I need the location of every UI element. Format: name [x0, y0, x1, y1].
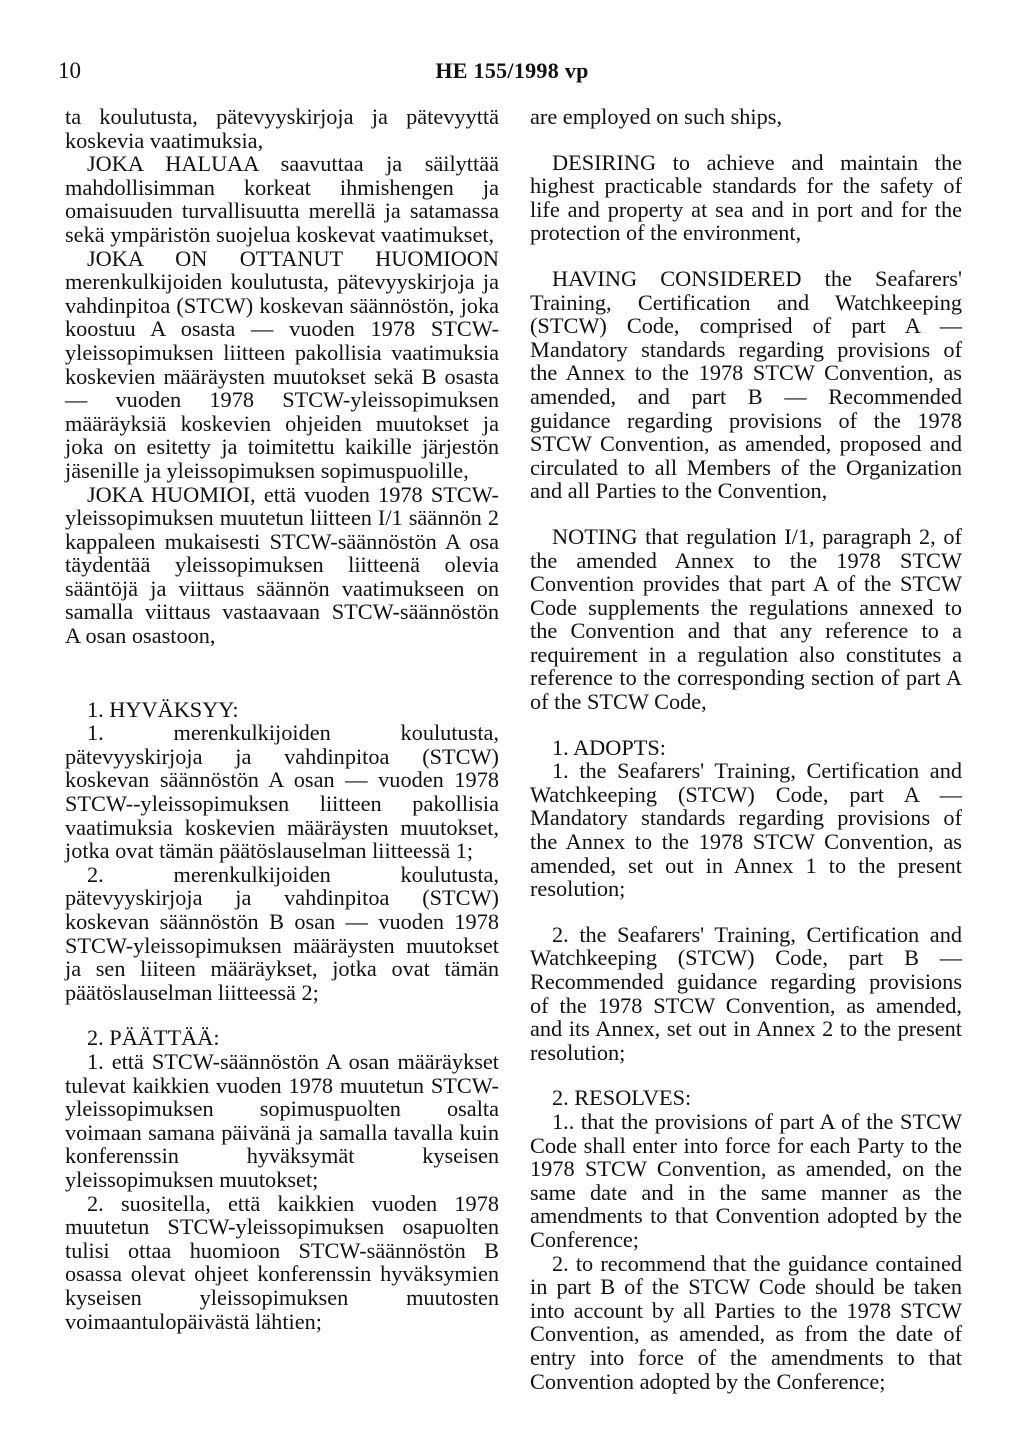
right-paragraph-2: DESIRING to achieve and maintain the highest practicable standards for the safety of life and property at sea and in port and for the protection of the environment,: [530, 149, 962, 246]
right-paragraph-1: are employed on such ships,: [530, 104, 783, 129]
left-resolves-item-1: 1. että STCW-säännöstön A osan määräykset tulevat kaikkien vuoden 1978 muutetun STCW-yleissopimuksen sopimuspuolten osalta voimaan samana päivänä ja samalla tavalla kuin konferenssin hyväksymät kyseisen yleissopimuksen muutokset;: [65, 1048, 499, 1192]
right-adopts-item-2: 2. the Seafarers' Training, Certification and Watchkeeping (STCW) Code, part B — Recommended guidance regarding provisions of the 1978 STCW Convention, as amended, and its Annex, set out in Annex 2 to the present resolution;: [530, 921, 962, 1065]
left-heading-adopts: 1. HYVÄKSYY:: [87, 696, 239, 722]
document-id: HE 155/1998 vp: [435, 58, 589, 83]
left-paragraph-2: JOKA HALUAA saavuttaa ja säilyttää mahdollisimman korkeat ihmishengen ja omaisuuden turvallisuutta merellä ja satamassa sekä ympäristön suojelua koskevat vaatimukset,: [65, 151, 499, 247]
left-column-finnish: [65, 105, 499, 1333]
left-paragraph-3: JOKA ON OTTANUT HUOMIOON merenkulkijoiden koulutusta, pätevyyskirjoja ja vahdinpitoa (STCW) koskevan säännöstön, joka koostuu A osasta — vuoden 1978 STCW-yleissopimuksen liitteen pakollisia vaatimuksia koskevien määräysten muutokset sekä B osasta — vuoden 1978 STCW-yleissopimuksen määräyksiä koskevien ohjeiden muutokset ja joka on esitetty ja toimitettu kaikille järjestön jäsenille ja yleissopimuksen sopimuspuolille,: [65, 245, 499, 483]
right-paragraph-3: HAVING CONSIDERED the Seafarers' Training, Certification and Watchkeeping (STCW) Code, comprised of part A — Mandatory standards regarding provisions of the Annex to the 1978 STCW Convention, as amended, and part B — Recommended guidance regarding provisions of the 1978 STCW Convention, as amended, proposed and circulated to all Members of the Organization and all Parties to the Convention,: [530, 265, 962, 504]
left-adopts-item-2: 2. merenkulkijoiden koulutusta, pätevyyskirjoja ja vahdinpitoa (STCW) koskevan säännöstön B osan — vuoden 1978 STCW-yleissopimuksen määräysten muutokset ja sen liiteen määräykset, jotka ovat tämän päätöslauselman liitteessä 2;: [65, 861, 499, 1005]
left-adopts-item-1: 1. merenkulkijoiden koulutusta, pätevyyskirjoja ja vahdinpitoa (STCW) koskevan säännöstön A osan — vuoden 1978 STCW--yleissopimuksen liitteen pakollisia vaatimuksia koskevien määräysten muutokset, jotka ovat tämän päätöslauselman liitteessä 1;: [65, 720, 499, 864]
right-heading-adopts: 1. ADOPTS:: [552, 734, 666, 760]
right-resolves-item-1: 1.. that the provisions of part A of the STCW Code shall enter into force for each Party to the 1978 STCW Convention, as amended, on the same date and in the same manner as the amendments to that Convention adopted by the Conference;: [530, 1108, 962, 1252]
right-resolves-item-2: 2. to recommend that the guidance contained in part B of the STCW Code should be taken into account by all Parties to the 1978 STCW Convention, as amended, as from the date of entry into force of the amendments to that Convention adopted by the Conference;: [530, 1250, 962, 1394]
right-column-english: [530, 105, 962, 1393]
left-heading-resolves: 2. PÄÄTTÄÄ:: [87, 1025, 220, 1051]
left-paragraph-4: JOKA HUOMIOI, että vuoden 1978 STCW-yleissopimuksen muutetun liitteen I/1 säännön 2 kappaleen mukaisesti STCW-säännöstön A osa täydentää yleissopimuksen liitteenä olevia sääntöjä ja viittaus säännön vaatimukseen on samalla viittaus vastaavaan STCW-säännöstön A osan osastoon,: [65, 481, 499, 649]
left-paragraph-1: ta koulutusta, pätevyyskirjoja ja pätevyyttä koskevia vaatimuksia,: [65, 104, 499, 153]
right-heading-resolves: 2. RESOLVES:: [552, 1085, 692, 1111]
right-paragraph-4: NOTING that regulation I/1, paragraph 2, of the amended Annex to the 1978 STCW Convention provides that part A of the STCW Code supplements the regulations annexed to the Convention and that any reference to a requirement in a regulation also constitutes a reference to the corresponding section of part A of the STCW Code,: [530, 523, 962, 715]
right-adopts-item-1: 1. the Seafarers' Training, Certification and Watchkeeping (STCW) Code, part A — Mandatory standards regarding provisions of the Annex to the 1978 STCW Convention, as amended, set out in Annex 1 to the present resolution;: [530, 758, 962, 902]
left-resolves-item-2: 2. suositella, että kaikkien vuoden 1978 muutetun STCW-yleissopimuksen osapuolten tulisi ottaa huomioon STCW-säännöstön B osassa olevat ohjeet konferenssin hyväksymien kyseisen yleissopimuksen muutosten voimaantulopäivästä lähtien;: [65, 1190, 499, 1334]
page-number: 10: [58, 58, 81, 83]
